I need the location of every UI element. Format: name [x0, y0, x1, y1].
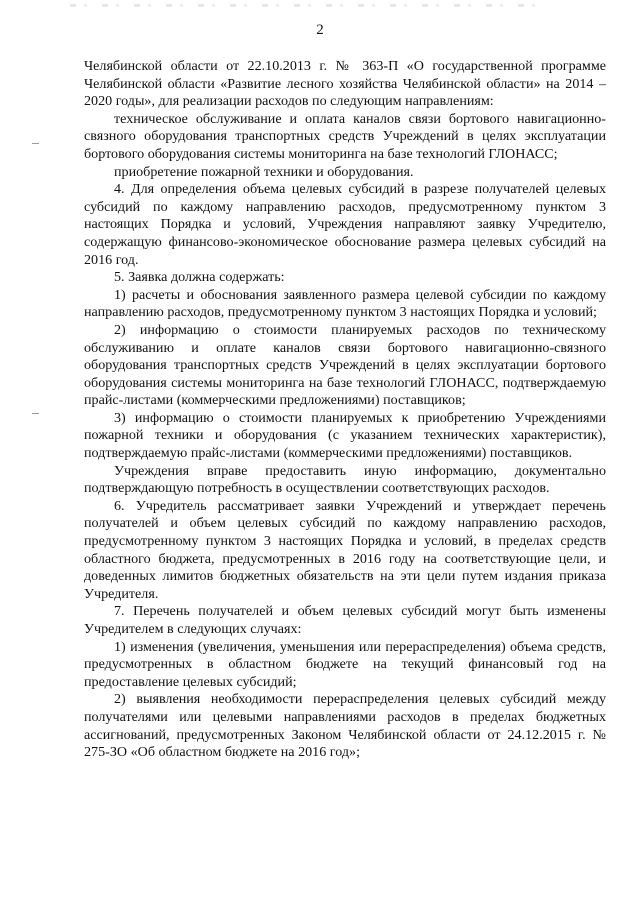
paragraph-item-5-3: 3) информацию о стоимости планируемых к приобретению Учреждениями пожарной техники и оборудования (с указанием технических характеристик), подтверждаемую прайс-листами (коммерческими предложениями) поставщиков.: [84, 409, 606, 462]
paragraph-item-4: 4. Для определения объема целевых субсидий в разрезе получателей целевых субсидий по каждому направлению расходов, предусмотренному пунктом 3 настоящих Порядка и условий, Учреждения направляют заявку Учредителю, содержащую финансово-экономическое обоснование размера целевых субсидий на 2016 год.: [84, 181, 606, 268]
paragraph-item-7-1: 1) изменения (увеличения, уменьшения или перераспределения) объема средств, предусмотренных в областном бюджете на текущий финансовый год на предоставление целевых субсидий;: [84, 638, 606, 690]
document-body: [84, 58, 606, 762]
page-number: 2: [316, 22, 324, 38]
paragraph-item-5-1: 1) расчеты и обоснования заявленного размера целевой субсидии по каждому направлению расходов, предусмотренному пунктом 3 настоящих Порядка и условий;: [84, 286, 606, 321]
paragraph-additional-info: Учреждения вправе предоставить иную информацию, документально подтверждающую потребность в осуществлении соответствующих расходов.: [84, 462, 606, 497]
paragraph-item-5-2: 2) информацию о стоимости планируемых расходов по техническому обслуживанию и оплате каналов связи бортового навигационно-связного оборудования транспортных средств Учреждений в целях эксплуатации бортового оборудования системы мониторинга на базе технологий ГЛОНАСС, подтверждаемую прайс-листами (коммерческими предложениями) поставщиков;: [84, 321, 606, 409]
paragraph-item-7-2: 2) выявления необходимости перераспределения целевых субсидий между получателями или целевыми направлениями расходов в пределах бюджетных ассигнований, предусмотренных Законом Челябинской области от 24.12.2015 г. № 275-ЗО «Об областном бюджете на 2016 год»;: [84, 691, 606, 761]
paragraph-intro: Челябинской области от 22.10.2013 г. № 363-П «О государственной программе Челябинской области «Развитие лесного хозяйства Челябинской области» на 2014 – 2020 годы», для реализации расходов по следующим направлениям:: [84, 58, 606, 110]
paragraph-item-7: 7. Перечень получателей и объем целевых субсидий могут быть изменены Учредителем в следующих случаях:: [84, 603, 606, 637]
margin-mark: [32, 413, 39, 414]
paragraph-item-6: 6. Учредитель рассматривает заявки Учреждений и утверждает перечень получателей и объем целевых субсидий по каждому направлению расходов, предусмотренному пунктом 3 настоящих Порядка и условий, в пределах средств областного бюджета, предусмотренных в 2016 году на соответствующие цели, и доведенных лимитов бюджетных обязательств на эти цели путем издания приказа Учредителя.: [84, 497, 606, 602]
paragraph-item-5: 5. Заявка должна содержать:: [114, 269, 285, 286]
paragraph-glonass-direction: техническое обслуживание и оплата каналов связи бортового навигационно-связного оборудования транспортных средств Учреждений в целях эксплуатации бортового оборудования системы мониторинга на базе технологий ГЛОНАСС;: [84, 110, 606, 162]
scan-artifact-top: [70, 4, 540, 7]
paragraph-fire-equipment-direction: приобретение пожарной техники и оборудования.: [114, 163, 414, 180]
margin-mark: [32, 143, 39, 144]
